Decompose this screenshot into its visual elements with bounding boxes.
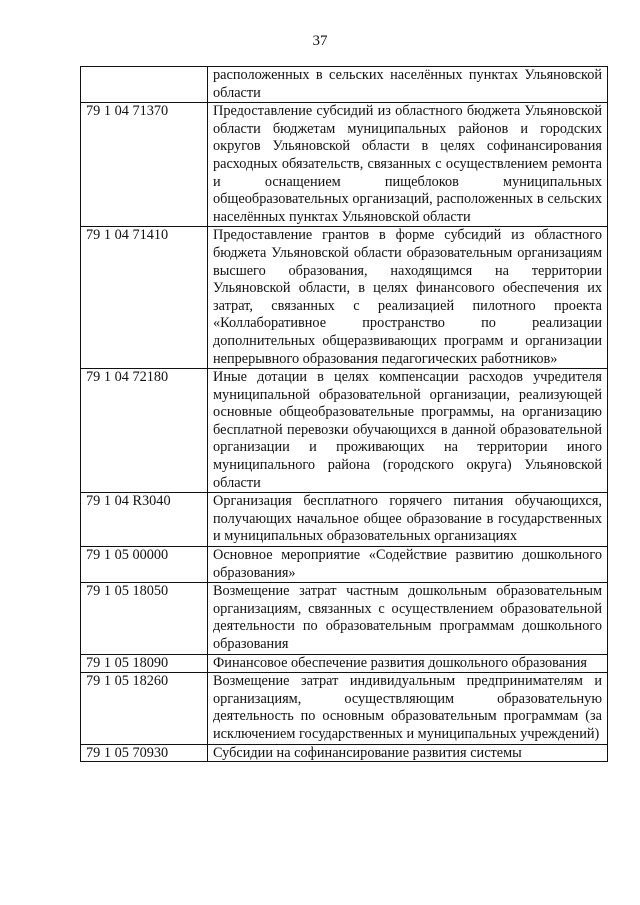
row-code: 79 1 05 18090 [81,654,208,673]
row-description: Возмещение затрат частным дошкольным образовательным организациям, связанных с осуществлением образовательной деятельности по образовательным программам дошкольного образования [208,583,608,654]
row-code: 79 1 04 71410 [81,227,208,369]
row-code: 79 1 05 18260 [81,673,208,744]
row-description [208,744,608,761]
row-description: Возмещение затрат индивидуальным предпринимателям и организациям, осуществляющим образовательную деятельность по основным образовательным программам (за исключением государственных и муниципальных учреждений) [208,673,608,744]
row-description: Организация бесплатного горячего питания обучающихся, получающих начальное общее образование в государственных и муниципальных образовательных организациях [208,493,608,547]
row-code: 79 1 04 71370 [81,103,208,227]
row-description: Иные дотации в целях компенсации расходов учредителя муниципальной образовательной организации, реализующей основные общеобразовательные программы, на организацию бесплатной перевозки обучающихся в данной образовательной организации и проживающих на территории иного муниципального района (городского округа) Ульяновской области [208,369,608,493]
table-row [81,369,608,493]
table-row [81,493,608,547]
table-row [81,103,608,227]
row-code: 79 1 05 18050 [81,583,208,654]
row-description: Финансовое обеспечение развития дошкольного образования [208,654,608,673]
row-description: Предоставление грантов в форме субсидий из областного бюджета Ульяновской области образовательным организациям высшего образования, находящимся на территории Ульяновской области, в целях финансового обеспечения их затрат, связанных с реализацией пилотного проекта «Коллаборативное пространство по реализации дополнительных общеразвивающих программ и организации непрерывного образования педагогических работников» [208,227,608,369]
row-code: 79 1 05 00000 [81,547,208,583]
table-row [81,547,608,583]
budget-code-table [80,66,608,762]
row-description: расположенных в сельских населённых пунктах Ульяновской области [208,67,608,103]
table-row [81,227,608,369]
row-code [81,744,208,761]
row-description: Предоставление субсидий из областного бюджета Ульяновской области бюджетам муниципальных районов и городских округов Ульяновской области в целях софинансирования расходных обязательств, связанных с осуществлением ремонта и оснащением пищеблоков муниципальных общеобразовательных организаций, расположенных в сельских населённых пунктах Ульяновской области [208,103,608,227]
row-code-text: 79 1 05 70930 [86,744,169,761]
table-row [81,67,608,103]
table-row [81,673,608,744]
row-code: 79 1 04 72180 [81,369,208,493]
page-number: 37 [312,33,328,49]
table-row [81,744,608,761]
table-row [81,654,608,673]
row-description: Основное мероприятие «Содействие развитию дошкольного образования» [208,547,608,583]
row-code [81,67,208,103]
row-code: 79 1 04 R3040 [81,493,208,547]
table-row [81,583,608,654]
row-description-text: Субсидии на софинансирование развития системы [213,744,522,761]
